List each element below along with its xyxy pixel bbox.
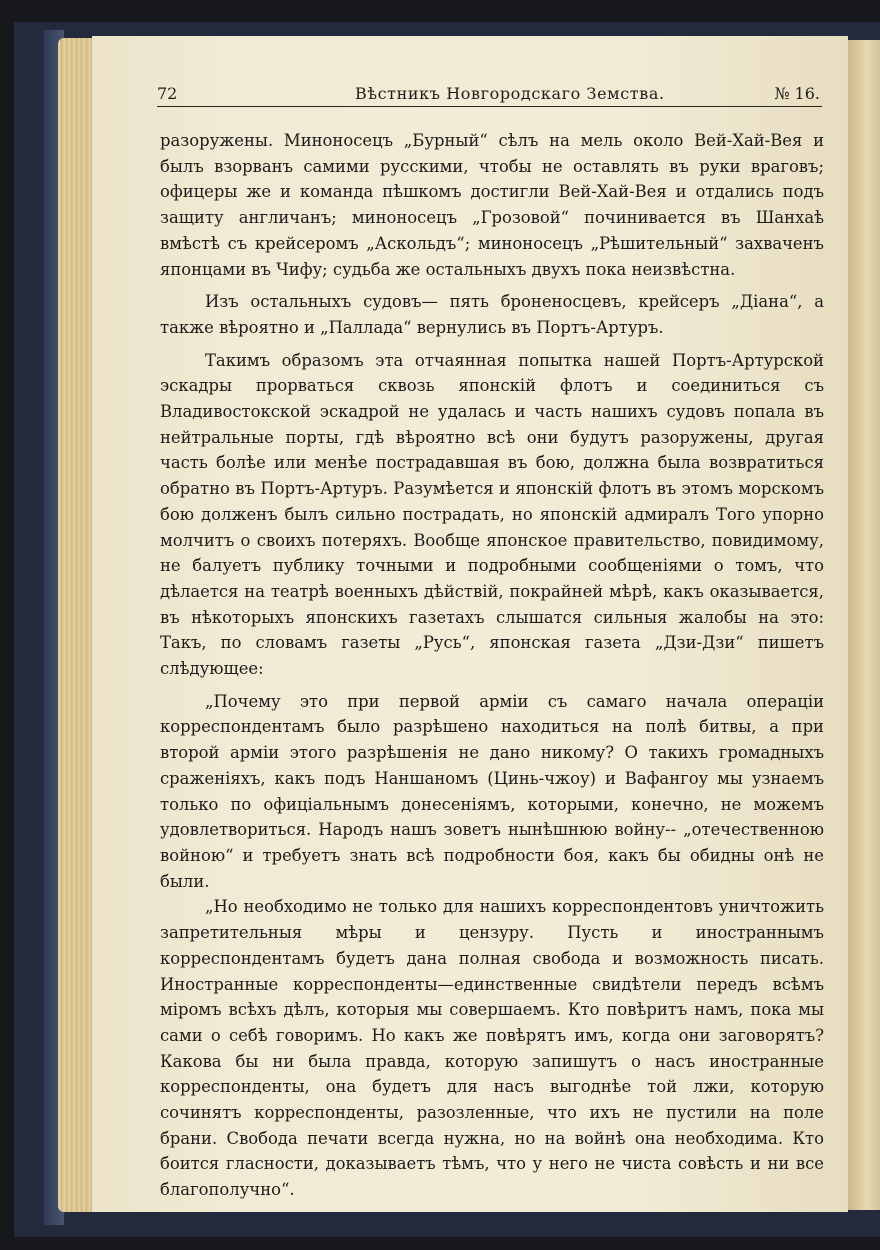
quote-paragraph-1: „Почему это при первой арміи съ самаго начала операціи корреспондентамъ было разрѣшено находиться на полѣ битвы, а при второй арміи этого разрѣшенія не дано никому? О такихъ громадныхъ сраженіяхъ, какъ подъ Наншаномъ (Цинь-чжоу) и Вафангоу мы узнаемъ только по офиціальнымъ донесеніямъ, которыми, конечно, не можемъ удовлетвориться. Народъ нашъ зоветъ нынѣшнюю войну-- „отечественною войною“ и требуетъ знать всѣ подробности боя, какъ бы обидны онѣ не были. <box>160 691 824 891</box>
quote-paragraph-2: „Но необходимо не только для нашихъ корреспондентовъ уничтожить запретительныя мѣры и цензуру. Пусть и иностраннымъ корреспондентамъ будетъ дана полная свобода и возможность писать. Иностранные корреспонденты—единственные свидѣтели передъ всѣмъ міромъ всѣхъ дѣлъ, которыя мы совершаемъ. Кто повѣритъ намъ, пока мы сами о себѣ говоримъ. Но какъ же повѣрятъ имъ, когда они заговорятъ? Какова бы ни была правда, которую запишутъ о насъ иностранные корреспонденты, она будетъ для насъ выгоднѣе той лжи, которую сочинятъ корреспонденты, разозленные, что ихъ не пустили на поле брани. Свобода печати всегда нужна, но на войнѣ она необходима. Кто боится гласности, доказываетъ тѣмъ, что у него не чиста совѣсть и ни все благополучно“. <box>160 897 824 1200</box>
paragraph-returned-ships: Изъ остальныхъ судовъ— пять броненосцевъ, крейсеръ „Діана“, а также вѣроятно и „Паллада“ вернулись въ Портъ-Артуръ. <box>160 292 824 337</box>
issue-number: № 16. <box>774 84 820 103</box>
header-rule <box>157 106 822 107</box>
paragraph-continuation: разоружены. Миноносецъ „Бурный“ сѣлъ на мель около Вей-Хай-Вея и былъ взорванъ самими русскими, чтобы не оставлять въ руки враговъ; офицеры же и команда пѣшкомъ достигли Вей-Хай-Вея и отдались подъ защиту англичанъ; миноносецъ „Грозовой“ починивается въ Шанхаѣ вмѣстѣ съ крейсеромъ „Аскольдъ“; миноносецъ „Рѣшительный“ захваченъ японцами въ Чифу; судьба же остальныхъ двухъ пока неизвѣстна. <box>160 131 824 279</box>
paragraph-summary: Такимъ образомъ эта отчаянная попытка нашей Портъ-Артурской эскадры прорваться сквозь японскій флотъ и соединиться съ Владивостокской эскадрой не удалась и часть нашихъ судовъ попала въ нейтральные порты, гдѣ вѣроятно всѣ они будутъ разоружены, другая часть болѣе или менѣе пострадавшая въ бою, должна была возвратиться обратно въ Портъ-Артуръ. Разумѣется и японскій флотъ въ этомъ морскомъ бою долженъ былъ сильно пострадать, но японскій адмиралъ Того упорно молчитъ о своихъ потеряхъ. Вообще японское правительство, повидимому, не балуетъ публику точными и подробными сообщеніями о томъ, что дѣлается на театрѣ военныхъ дѣйствій, покрайней мѣрѣ, какъ оказывается, въ нѣкоторыхъ японскихъ газетахъ слышатся сильныя жалобы на это: Такъ, по словамъ газеты „Русь“, японская газета „Дзи-Дзи“ пишетъ слѣдующее: <box>160 350 824 679</box>
journal-title: Вѣстникъ Новгородскаго Земства. <box>355 84 665 103</box>
running-header <box>157 84 820 108</box>
page-number: 72 <box>157 84 178 103</box>
next-page-edge <box>848 40 880 1210</box>
article-body <box>160 128 824 1203</box>
